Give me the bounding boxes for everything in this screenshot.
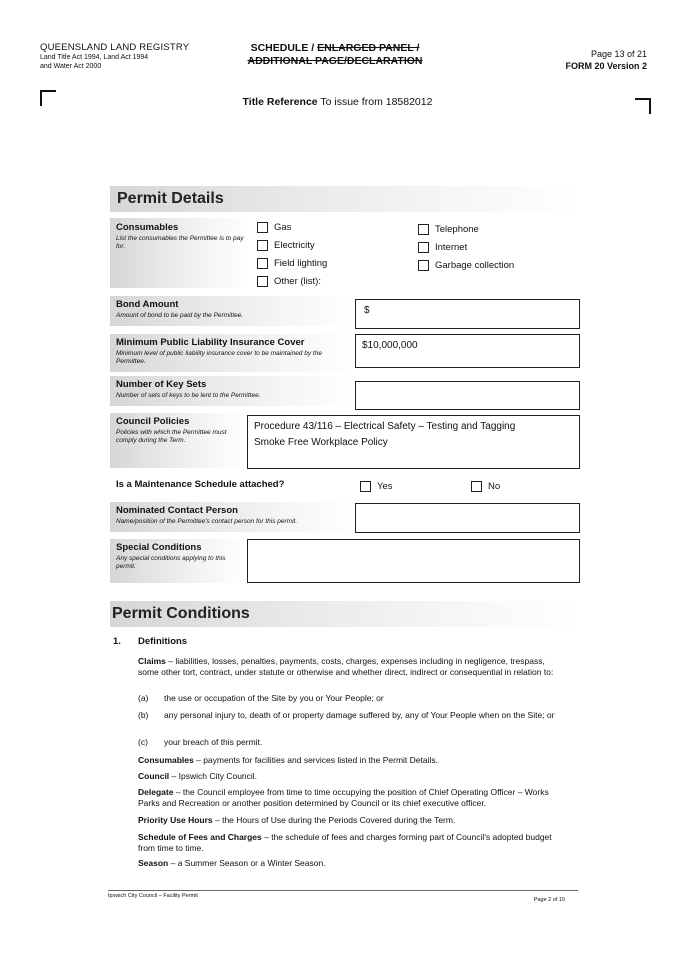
policies-sub: Policies with which the Permittee must comply during the Term. bbox=[116, 429, 227, 444]
acts-line-2: and Water Act 2000 bbox=[40, 63, 102, 70]
additional-page-struck: ADDITIONAL PAGE/DECLARATION bbox=[247, 55, 423, 67]
option-field-lighting[interactable]: Field lighting bbox=[257, 255, 327, 273]
schedule-label: SCHEDULE / bbox=[250, 42, 318, 54]
enlarged-panel-struck: ENLARGED PANEL / bbox=[317, 42, 420, 54]
claims-text: – liabilities, losses, penalties, payments, costs, charges, expenses including in negligence, trespass, some other tort, contract, under statute or otherwise and whether direct, indirect or consequential in relation to: bbox=[138, 656, 554, 677]
acts-line-1: Land Title Act 1994, Land Act 1994 bbox=[40, 54, 149, 61]
checkbox[interactable] bbox=[257, 240, 268, 251]
page-number: Page 13 of 21 bbox=[590, 49, 647, 59]
option-electricity[interactable]: Electricity bbox=[257, 237, 327, 255]
insurance-sub: Minimum level of public liability insurance cover to be maintained by the Permittee. bbox=[116, 350, 322, 365]
checkbox[interactable] bbox=[418, 260, 429, 271]
claims-term: Claims bbox=[138, 656, 166, 666]
special-label-block bbox=[116, 542, 241, 571]
delegate-definition: Delegate – the Council employee from time to time occupying the position of Chief Operating Officer – Works Parks and Recreation or another position determined by Council or its chief executive officer. bbox=[138, 787, 549, 808]
policy-line-1: Procedure 43/116 – Electrical Safety – Testing and Tagging bbox=[254, 421, 516, 432]
council-definition: Council – Ipswich City Council. bbox=[138, 771, 258, 781]
schedule-header bbox=[230, 42, 440, 68]
title-reference-label: Title Reference bbox=[242, 96, 318, 108]
item-b-mark: (b) bbox=[138, 710, 149, 720]
special-label: Special Conditions bbox=[116, 542, 202, 553]
item-b-text: any personal injury to, death of or property damage suffered by, any of Your People when on the Site; or bbox=[164, 710, 555, 720]
schedule-of-fees-definition: Schedule of Fees and Charges – the schedule of fees and charges forming part of Council's adopted budget from time to time. bbox=[138, 832, 552, 853]
contact-label: Nominated Contact Person bbox=[116, 505, 238, 516]
item-c-mark: (c) bbox=[138, 737, 148, 747]
option-gas[interactable]: Gas bbox=[257, 219, 327, 237]
maintenance-yes-option[interactable] bbox=[360, 478, 393, 496]
option-other[interactable]: Other (list): bbox=[257, 273, 327, 291]
insurance-value: $10,000,000 bbox=[362, 340, 418, 351]
footer-page: Page 2 of 10 bbox=[533, 897, 565, 903]
option-telephone[interactable]: Telephone bbox=[418, 221, 514, 239]
bond-sub: Amount of bond to be paid by the Permittee. bbox=[116, 312, 244, 319]
option-internet[interactable]: Internet bbox=[418, 239, 514, 257]
footer-rule bbox=[108, 890, 578, 891]
key-sets-sub: Number of sets of keys to be lent to the Permittee. bbox=[116, 392, 261, 399]
permit-conditions-title: Permit Conditions bbox=[112, 605, 250, 622]
policies-label: Council Policies bbox=[116, 416, 190, 427]
bond-label: Bond Amount bbox=[116, 299, 179, 310]
priority-use-hours-definition: Priority Use Hours – the Hours of Use during the Periods Covered during the Term. bbox=[138, 815, 456, 825]
policies-label-block bbox=[116, 416, 246, 445]
registry-header bbox=[40, 42, 189, 71]
page-info bbox=[565, 48, 647, 72]
title-reference-value: To issue from 18582012 bbox=[320, 96, 433, 108]
footer-left: Ipswich City Council – Facility Permit bbox=[108, 893, 198, 899]
consumables-label: Consumables bbox=[116, 222, 179, 233]
maintenance-yes-label: Yes bbox=[377, 481, 393, 492]
insurance-label-block bbox=[116, 337, 351, 366]
title-reference bbox=[0, 96, 675, 108]
special-field[interactable] bbox=[247, 539, 580, 583]
consumables-definition: Consumables – payments for facilities and services listed in the Permit Details. bbox=[138, 755, 438, 765]
contact-field[interactable] bbox=[355, 503, 580, 533]
consumables-options-right bbox=[418, 221, 514, 275]
consumables-sub: List the consumables the Permittee is to pay for. bbox=[116, 235, 244, 250]
bond-amount-field[interactable] bbox=[355, 299, 580, 329]
clause-number: 1. bbox=[113, 636, 121, 647]
checkbox[interactable] bbox=[257, 276, 268, 287]
registry-name: QUEENSLAND LAND REGISTRY bbox=[40, 42, 190, 53]
item-a-mark: (a) bbox=[138, 693, 149, 703]
checkbox[interactable] bbox=[418, 224, 429, 235]
option-garbage-collection[interactable]: Garbage collection bbox=[418, 257, 514, 275]
consumables-options-left bbox=[257, 219, 327, 291]
checkbox[interactable] bbox=[257, 222, 268, 233]
special-sub: Any special conditions applying to this permit. bbox=[116, 555, 226, 570]
bond-amount-value: $ bbox=[364, 305, 370, 316]
checkbox[interactable] bbox=[257, 258, 268, 269]
form-version: FORM 20 Version 2 bbox=[565, 61, 647, 71]
key-sets-label-block bbox=[116, 379, 261, 400]
checkbox[interactable] bbox=[418, 242, 429, 253]
permit-details-title: Permit Details bbox=[117, 190, 224, 207]
policies-field[interactable] bbox=[247, 415, 580, 469]
bond-label-block bbox=[116, 299, 243, 320]
item-c-text: your breach of this permit. bbox=[164, 737, 263, 747]
maintenance-question: Is a Maintenance Schedule attached? bbox=[116, 479, 285, 490]
item-a-text: the use or occupation of the Site by you or Your People; or bbox=[164, 693, 384, 703]
policy-line-2: Smoke Free Workplace Policy bbox=[254, 437, 388, 448]
checkbox[interactable] bbox=[471, 481, 482, 492]
insurance-label: Minimum Public Liability Insurance Cover bbox=[116, 337, 305, 348]
key-sets-label: Number of Key Sets bbox=[116, 379, 207, 390]
season-definition: Season – a Summer Season or a Winter Season. bbox=[138, 858, 326, 868]
contact-label-block bbox=[116, 505, 297, 526]
insurance-field[interactable] bbox=[355, 334, 580, 368]
maintenance-no-label: No bbox=[488, 481, 501, 492]
contact-sub: Name/position of the Permittee's contact person for this permit. bbox=[116, 518, 298, 525]
claims-definition bbox=[138, 656, 558, 678]
definitions-heading: Definitions bbox=[138, 636, 188, 647]
consumables-label-block bbox=[116, 222, 246, 251]
checkbox[interactable] bbox=[360, 481, 371, 492]
key-sets-field[interactable] bbox=[355, 381, 580, 410]
maintenance-no-option[interactable] bbox=[471, 478, 500, 496]
